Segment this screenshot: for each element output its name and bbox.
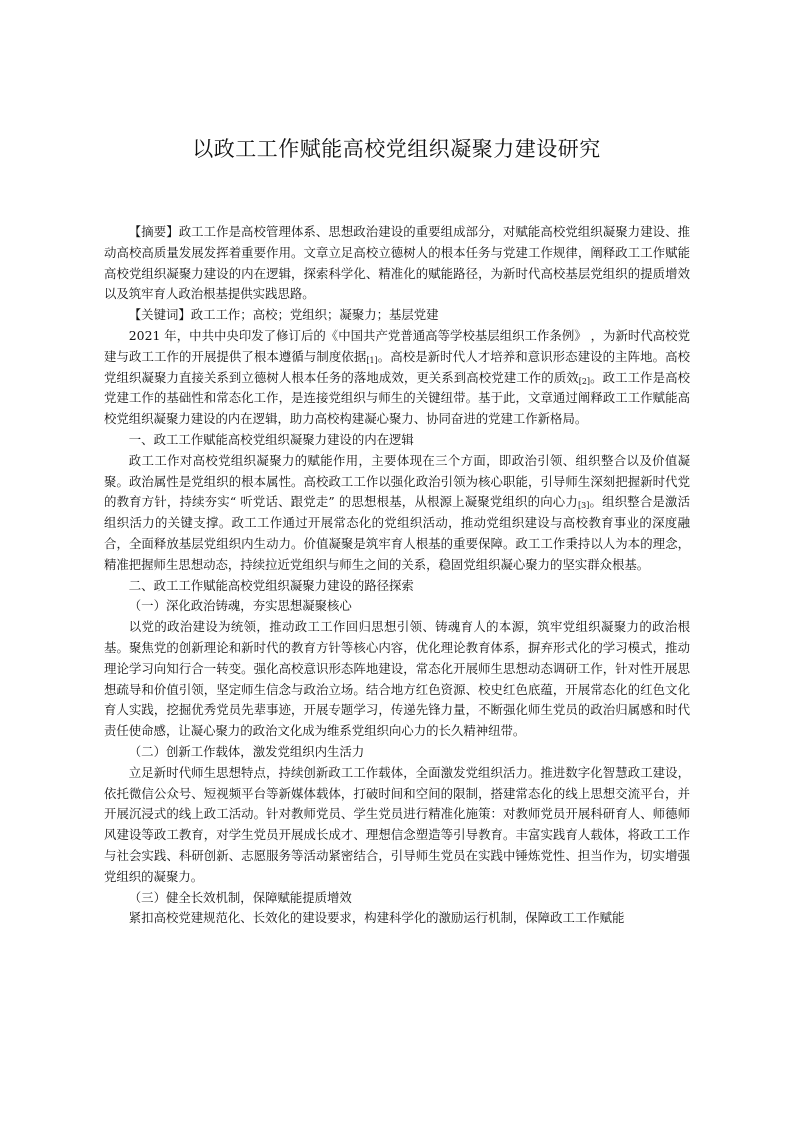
section1-paragraph xyxy=(104,451,690,576)
section-heading-1: 一、政工工作赋能高校党组织凝聚力建设的内在逻辑 xyxy=(128,431,414,447)
subsection1-paragraph: 以党的政治建设为统领，推动政工工作回归思想引领、铸魂育人的本源，筑牢党组织凝聚力的政治根基。聚焦党的创新理论和新时代的教育方针等核心内容，优化理论教育体系，摒弃形式化的学习模式，推动理论学习向知行合一转变。强化高校意识形态阵地建设，常态化开展师生思想动态调研工作，针对性开展思想疏导和价值引领，坚定师生信念与政治立场。结合地方红色资源、校史红色底蕴，开展常态化的红色文化育人实践，挖掘优秀党员先辈事迹，开展专题学习，传递先锋力量，不断强化师生党员的政治归属感和时代责任使命感，让凝心聚力的政治文化成为维系党组织向心力的长久精神纽带。 xyxy=(104,619,690,739)
intro-text-2: 。高校是新时代人才培养和意识形态建设的主阵地。高校党组织凝聚力直接关系到立德树人根本任务的落地成效，更关系到高校党建工作的质效 xyxy=(104,348,691,385)
subsection-heading-1: （一）深化政治铸魂，夯实思想凝聚核心 xyxy=(128,598,352,614)
subsection3-paragraph: 紧扣高校党建规范化、长效化的建设要求，构建科学化的激励运行机制，保障政工工作赋能 xyxy=(128,910,625,926)
abstract-paragraph: 【摘要】政工工作是高校管理体系、思想政治建设的重要组成部分，对赋能高校党组织凝聚力建设、推动高校高质量发展发挥着重要作用。文章立足高校立德树人的根本任务与党建工作规律，阐释政工工作赋能高校党组织凝聚力建设的内在逻辑，探索科学化、精准化的赋能路径，为新时代高校基层党组织的提质增效以及筑牢育人政治根基提供实践思路。 xyxy=(104,224,690,302)
reference-marker: [2] xyxy=(578,376,591,386)
intro-text-1: 2021 年，中共中央印发了修订后的《中国共产党普通高等学校基层组织工作条例》 ，为新时代高校党建与政工工作的开展提供了根本遵循与制度依据 xyxy=(104,327,690,364)
intro-paragraph xyxy=(104,326,690,430)
subsection-heading-3: （三）健全长效机制，保障赋能提质增效 xyxy=(128,889,352,905)
section-heading-2: 二、政工工作赋能高校党组织凝聚力建设的路径探索 xyxy=(128,577,414,593)
section1-text-1: 政工工作对高校党组织凝聚力的赋能作用，主要体现在三个方面，即政治引领、组织整合以及价值凝聚。政治属性是党组织的根本属性。高校政工工作以强化政治引领为核心职能，引导师生深刻把握新时代党的教育方针，持续夯实“ 听党话、跟党走” 的思想根基，从根源上凝聚党组织的向心力 xyxy=(104,452,690,510)
section1-text-2: 。组织整合是激活组织活力的关键支撑。政工工作通过开展常态化的党组织活动，推动党组织建设与高校教育事业的深度融合，全面释放基层党组织内生动力。价值凝聚是筑牢育人根基的重要保障。政工工作秉持以人为本的理念，精准把握师生思想动态，持续拉近党组织与师生之间的关系，稳固党组织凝心聚力的坚实群众根基。 xyxy=(104,494,691,572)
intro-text-3: 。政工工作是高校党建工作的基础性和常态化工作，是连接党组织与师生的关键纽带。基于此，文章通过阐释政工工作赋能高校党组织凝聚力建设的内在逻辑，助力高校构建凝心聚力、协同奋进的党建工作新格局。 xyxy=(104,369,691,427)
keywords-paragraph: 【关键词】政工工作；高校；党组织；凝聚力；基层党建 xyxy=(128,307,439,323)
subsection2-paragraph: 立足新时代师生思想特点，持续创新政工工作载体，全面激发党组织活力。推进数字化智慧政工建设，依托微信公众号、短视频平台等新媒体载体，打破时间和空间的限制，搭建常态化的线上思想交流平台，并开展沉浸式的线上政工活动。针对教师党员、学生党员进行精准化施策：对教师党员开展科研育人、师德师风建设等政工教育，对学生党员开展成长成才、理想信念塑造等引导教育。丰富实践育人载体，将政工工作与社会实践、科研创新、志愿服务等活动紧密结合，引导师生党员在实践中锤炼党性、担当作为，切实增强党组织的凝聚力。 xyxy=(104,764,690,884)
subsection-heading-2: （二）创新工作载体，激发党组织内生活力 xyxy=(128,743,365,759)
document-body xyxy=(104,222,690,929)
document-title: 以政工工作赋能高校党组织凝聚力建设研究 xyxy=(192,137,601,161)
reference-marker: [3] xyxy=(577,501,590,511)
reference-marker: [1] xyxy=(366,355,378,365)
